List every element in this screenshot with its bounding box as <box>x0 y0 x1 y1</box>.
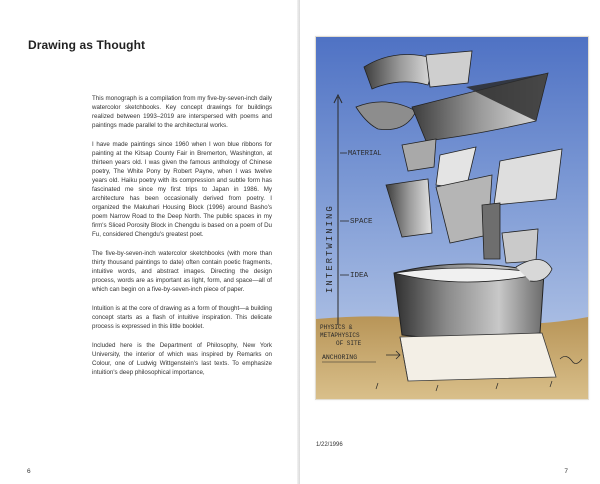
fragment-column <box>482 203 500 259</box>
label-material: MATERIAL <box>348 150 382 158</box>
fragment-small-3 <box>502 229 538 263</box>
artwork-caption-date: 1/22/1996 <box>316 442 343 448</box>
paragraph-2: I have made paintings since 1960 when I won blue ribbons for painting at the Kitsap County Fair in Bremerton, Washington, at thirteen years old. I was given the famous anthology of Chinese poetry, The White Pony by Robert Payne, when I was twelve years old. Haiku poetry with its compression and subtle form has fascinated me since my first trips to Japan in 1986. My architecture has been occasionally derived from poetry. I organized the Makuhari Housing Block (1996) around Basho's poem Narrow Road to the Deep North. The public spaces in my firm's Sliced Porosity Block in Chengdu is based on a poem of Du Fu, considered Chengdu's greatest poet. <box>92 141 272 238</box>
label-metaphysics: METAPHYSICS <box>320 332 360 339</box>
watercolor-sketch <box>316 37 588 399</box>
label-physics: PHYSICS & <box>320 324 353 331</box>
label-intertwining: INTERTWINING <box>325 204 335 293</box>
base-slab <box>400 333 556 381</box>
paragraph-5: Included here is the Department of Philosophy, New York University, the interior of which was inspired by Remarks on Colour, one of Ludwig Wittgenstein's last texts. To emphasize intuition's deep philosophical importance, <box>92 342 272 376</box>
page-title: Drawing as Thought <box>28 38 146 52</box>
watercolor-artwork <box>315 36 589 400</box>
paragraph-1: This monograph is a compilation from my five-by-seven-inch daily watercolor sketchbooks. Key concept drawings for buildings realized between 1993–2019 are interspersed with poems and paintings made parallel to the architectural works. <box>92 95 272 129</box>
page-number-right: 7 <box>564 468 568 475</box>
paragraph-4: Intuition is at the core of drawing as a form of thought—a building concept starts as a flash of intuitive inspiration. This delicate process is expressed in this little booklet. <box>92 305 272 330</box>
left-page <box>0 0 298 484</box>
page-number-left: 6 <box>27 468 31 475</box>
fragment-small-1 <box>402 139 436 171</box>
label-anchoring: ANCHORING <box>322 354 358 361</box>
label-of-site: OF SITE <box>336 340 362 347</box>
fragment-top-right <box>426 51 472 87</box>
right-page <box>300 0 600 484</box>
body-text <box>92 94 272 387</box>
label-idea: IDEA <box>350 272 369 280</box>
label-space: SPACE <box>350 218 373 226</box>
paragraph-3: The five-by-seven-inch watercolor sketchbooks (with more than thirty thousand paintings to date) often contain poetic fragments, intuitive words, and abstract images. Directing the design process, words are as important as light, form, and space—all of which can begin on a five-by-seven-inch piece of paper. <box>92 250 272 293</box>
